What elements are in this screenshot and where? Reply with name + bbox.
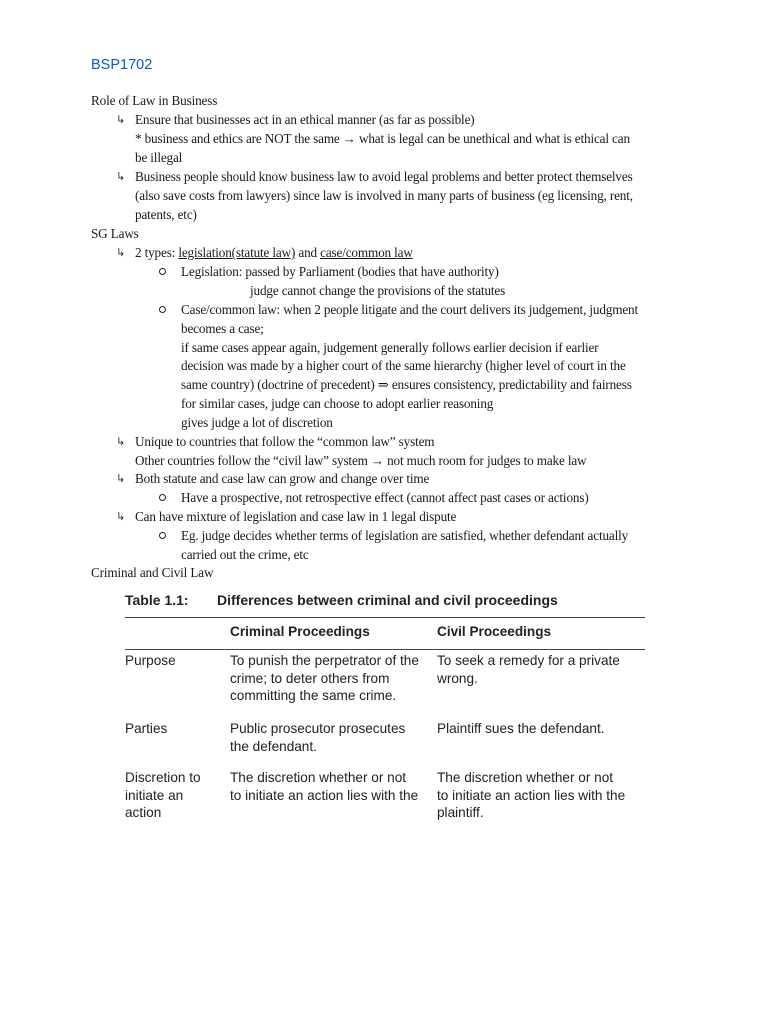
sub-bullet-case-law-cont: if same cases appear again, judgement generally follows earlier decision if earlier (181, 340, 599, 355)
cell-civil-parties: Plaintiff sues the defendant. (437, 721, 605, 736)
sub-bullet-legislation: Legislation: passed by Parliament (bodies that have authority) (181, 264, 499, 279)
two-types-legislation: legislation(statute law) (178, 245, 296, 260)
row-label-discretion: Discretion to initiate an action (125, 770, 201, 820)
table-title: Differences between criminal and civil proceedings (217, 592, 558, 608)
two-types-prefix: 2 types: (135, 245, 179, 260)
bullet-mixture: Can have mixture of legislation and case law in 1 legal dispute (135, 509, 457, 524)
document-title: BSP1702 (91, 57, 153, 73)
bullet-ethics-note-cont: be illegal (135, 150, 183, 165)
arrow-bullet-icon: ↳ (116, 472, 126, 485)
bullet-two-types (135, 244, 413, 262)
sub-bullet-case-law-cont: decision was made by a higher court of the same hierarchy (higher level of court in the (181, 358, 626, 373)
two-types-case-law: case/common law (320, 245, 413, 260)
bullet-ethics-note: * business and ethics are NOT the same → what is legal can be unethical and what is ethical can (135, 131, 630, 146)
arrow-bullet-icon: ↳ (116, 170, 126, 183)
section-heading-role: Role of Law in Business (91, 93, 218, 108)
circle-bullet-icon (159, 532, 166, 539)
two-types-and: and (295, 245, 321, 260)
table-label: Table 1.1: (125, 592, 189, 608)
sub-bullet-case-law-cont: becomes a case; (181, 321, 264, 336)
circle-bullet-icon (159, 306, 166, 313)
cell-criminal-discretion: The discretion whether or not to initiate an action lies with the (230, 770, 419, 803)
cell-civil-purpose: To seek a remedy for a private wrong. (437, 653, 620, 686)
arrow-bullet-icon: ↳ (116, 246, 126, 259)
section-heading-criminal-civil: Criminal and Civil Law (91, 565, 214, 580)
bullet-civil-law-note: Other countries follow the “civil law” system → not much room for judges to make law (135, 453, 587, 468)
sub-bullet-case-law: Case/common law: when 2 people litigate and the court delivers its judgement, judgment (181, 302, 638, 317)
bullet-business-law-cont: patents, etc) (135, 207, 197, 222)
cell-civil-discretion: The discretion whether or not to initiate an action lies with the plaintiff. (437, 770, 626, 820)
circle-bullet-icon (159, 268, 166, 275)
row-label-purpose: Purpose (125, 653, 176, 668)
table-caption (125, 592, 558, 608)
bullet-ethics: Ensure that businesses act in an ethical manner (as far as possible) (135, 112, 475, 127)
row-label-parties: Parties (125, 721, 168, 736)
circle-bullet-icon (159, 494, 166, 501)
sub-bullet-prospective: Have a prospective, not retrospective effect (cannot affect past cases or actions) (181, 490, 589, 505)
sub-bullet-case-law-cont: same country) (doctrine of precedent) ⇒ ensures consistency, predictability and fairness (181, 377, 632, 392)
bullet-unique-common-law: Unique to countries that follow the “common law” system (135, 434, 435, 449)
arrow-bullet-icon: ↳ (116, 113, 126, 126)
criminal-civil-table (120, 590, 650, 835)
arrow-bullet-icon: ↳ (116, 435, 126, 448)
sub-bullet-judge-decides-cont: carried out the crime, etc (181, 547, 309, 562)
sub-bullet-legislation-note: judge cannot change the provisions of the statutes (250, 283, 506, 298)
section-heading-sg-laws: SG Laws (91, 226, 139, 241)
table-header-rule (125, 649, 645, 650)
table-header-civil: Civil Proceedings (437, 624, 552, 639)
cell-criminal-purpose: To punish the perpetrator of the crime; to deter others from committing the same crime. (230, 653, 419, 703)
sub-bullet-judge-decides: Eg. judge decides whether terms of legislation are satisfied, whether defendant actually (181, 528, 629, 543)
sub-bullet-case-law-cont: for similar cases, judge can choose to adopt earlier reasoning (181, 396, 494, 411)
bullet-business-law: Business people should know business law to avoid legal problems and better protect themselves (135, 169, 633, 184)
table-header-criminal: Criminal Proceedings (230, 624, 370, 639)
cell-criminal-parties: Public prosecutor prosecutes the defendant. (230, 721, 406, 754)
sub-bullet-case-law-cont: gives judge a lot of discretion (181, 415, 333, 430)
arrow-bullet-icon: ↳ (116, 510, 126, 523)
bullet-grow-change: Both statute and case law can grow and change over time (135, 471, 430, 486)
table-top-rule (125, 617, 645, 618)
bullet-business-law-cont: (also save costs from lawyers) since law is involved in many parts of business (eg licensing, rent, (135, 188, 633, 203)
